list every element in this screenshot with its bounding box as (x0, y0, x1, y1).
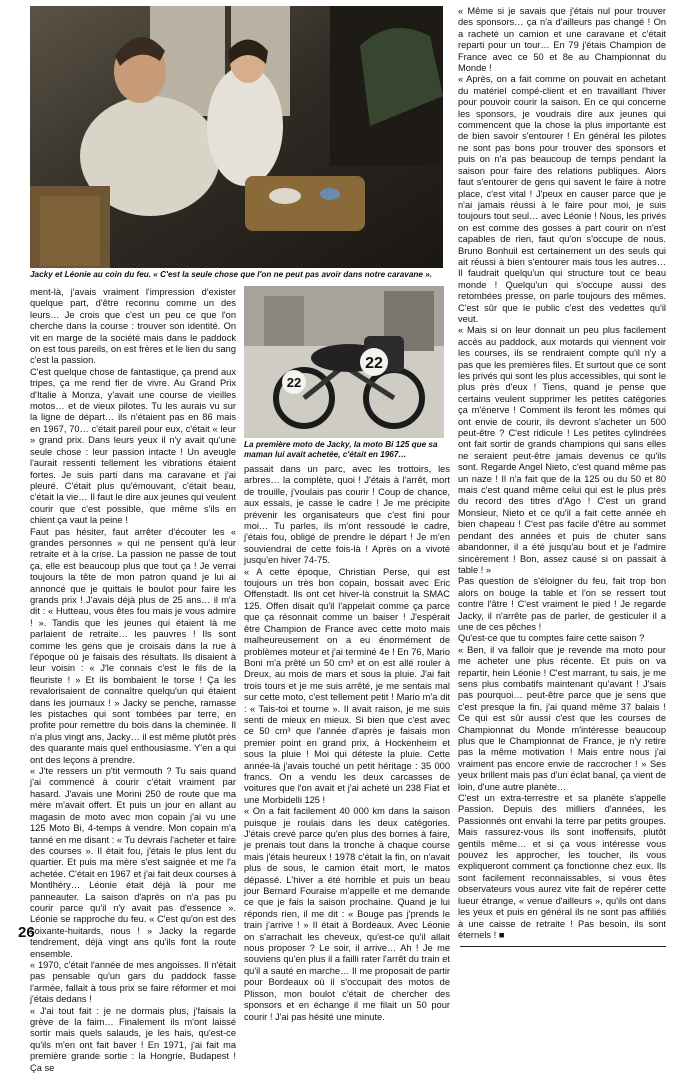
paragraph: C'est un extra-terrestre et sa planète s'appelle Passion. Depuis des milliers d'années, les Passionnés ont envahi la terre par petits groupes. Mais rassurez-vous ils sont inoffensifs, plutôt gentils même… et si ça vous intéresse vous pouvez les approcher, les toucher, ils vous expliqueront comment ça fonctionne chez eux. Ils sont facilement reconnaissables, si vous êtes observateurs vous aurez vite fait de repérer cette lueur étrange, « venue d'ailleurs », qu'ils ont dans les yeux et puis en général ils ne sont pas affiliés à une caisse de retraite ! Pas besoin, ils sont éternels ! ■ (458, 793, 666, 940)
paragraph: « J'ai tout fait : je ne dormais plus, j'faisais la grève de la faim… Finalement ils m'ont laissé sortir mais quels salauds, je les hais, qu'est-ce qu'ils m'en ont fait baver ! En 1971, j'ai fait ma première grande sortie : la Hongrie, Budapest ! Ça se (30, 1005, 236, 1073)
end-rule (460, 946, 666, 947)
paragraph: Pas question de s'éloigner du feu, fait trop bon alors on bouge la table et l'on se ressert tout contre l'âtre ! C'est vraiment le pied ! Je regarde Jacky, il n'arrête pas de parler, de gesticuler il a une de ces pêches ! (458, 576, 666, 632)
photo-first-motorcycle-illustration (244, 286, 444, 438)
paragraph: « J'te ressers un p'tit vermouth ? Tu sais quand j'ai commencé à courir c'était vraiment par hasard. J'avais une Morini 250 de route que ma mère m'avait offert. Et puis un jour en allant au magasin de moto avec mon copain j'ai vu une 125 Moto Bi, 4-temps à vendre. Mon copain m'a tanné en me disant : « Tu devrais l'acheter et faire des courses ». Il était fou, j'étais le plus lent du quartier. Et puis ma mère s'est saignée et me l'a achetée. C'était en 1967 et j'ai fait deux courses à Montlhéry… Léonie était déjà là pour me panneauter. La saison d'après on n'a pas pu courir parce qu'il n'y avait pas d'essence ». Léonie se rapproche du feu. « C'est qu'on est des soixante-huitards, nous ! » Jacky la regarde tendrement, déjà vingt ans qu'ils font la route ensemble. (30, 766, 236, 959)
article-column-1 (30, 287, 236, 1073)
paragraph: « Après, on a fait comme on pouvait en achetant du matériel compé-client et en travaillant l'hiver pour pouvoir courir la saison. En ce qui concerne les sponsors, je voudrais dire aux jeunes qui commencent que la chose la plus importante est de bien savoir s'entourer ! En général les pilotes ne sont pas bons pour trouver des sponsors et puis on n'a pas beaucoup de temps pendant la saison pour faire des relations publiques. Alors faut s'entourer de gens qui savent le faire à notre place, c'est vital ! J'peux en causer parce que je n'ai jamais réussi à le faire pour moi, je suis toujours tout seul… avec Léonie ! Nous, les privés on est comme des gosses à part courir on n'est capables de rien, faut qu'on s'occupe de nous. Bruno Bonhuil est certainement un des seuls qui ait réussi à bien s'entourer mais tous les autres… Il faudrait quelqu'un qui structure tout ce beau monde ! Quelqu'un qui s'occupe aussi des retombées presse, on parle toujours des mêmes. C'est sûr que le public c'est des vedettes qu'il veut. (458, 74, 666, 324)
paragraph: « A cette époque, Christian Perse, qui est toujours un très bon copain, bossait avec Eric Offenstadt. Ils ont cet hiver-là construit la SMAC 125. Offen disait qu'il l'appelait comme ça parce que ça résonnait comme un baiser ! J'espérait être Champion de France avec cette moto mais malheureusement on a eu énormément de problèmes moteur et j'ai terminé 4e ! En 76, Mario Boni m'a prêté un 50 cm³ et on est allé rouler à Dreux, au mois de mars et sous la pluie. J'ai fait trois tours et je me suis arrêté, je me sentais mal sur cette moto, c'est tellement petit ! Mario m'a dit : « Tais-toi et tourne ». Il avait raison, je me suis senti de mieux en mieux. Si bien que c'est avec ce 50 cm³ que l'année d'après je faisais mon premier point en grand prix, à Hockenheim et sous la pluie ! Moi qui déteste la pluie. Cette année-là j'avais touché un petit héritage : 35 000 francs. On a vendu les deux carcasses de voitures que l'on avait et j'ai acheté un 238 Fiat et une Morbidelli 125 ! (244, 566, 450, 805)
photo-couple-caption: Jacky et Léonie au coin du feu. « C'est la seule chose que l'on ne peut pas avoir dans notre caravane ». (30, 270, 433, 279)
race-number-plate: 22 (365, 355, 383, 372)
page-number: 26 (18, 924, 35, 941)
article-column-3 (458, 6, 666, 940)
article-column-2 (244, 464, 450, 1022)
paragraph: « Mais si on leur donnait un peu plus facilement accès au paddock, aux motards qui viennent voir les courses, ils se rendraient compte qu'il n'y a pas que les premières files. Et surtout que ce sont les privés qui sont les plus accessibles, qui sont le plus près d'eux ! Tiens, quand je pense que certains veulent supprimer les petites catégories ça m'énerve ! Comment ils feront les mômes qui ont envie de courir, ils devront s'acheter un 500 peut-être ? C'est ridicule ! Les petites cylindrées ont fait sortir de grands champions qui sans elles ne seraient peut-être jamais devenus ce qu'ils sont. Regarde Angel Nieto, c'est quand même pas un naze ! Il n'a fait que de la 125 ou du 50 et 80 mais c'est quand même celui qui est le plus près du record des titres d'Ago ! C'est un grand Monsieur, Nieto et ce qu'il a fait cette année eh bien chapeau ! C'est pas facile d'être au sommet pendant des années et puis de chuter sans abandonner, il a été jusqu'au bout et je l'admire sincèrement ! Bon, assez causé si on passait à table ! » (458, 325, 666, 575)
photo-motorcycle-caption: La première moto de Jacky, la moto Bi 125 que sa maman lui avait achetée, c'était en 1967… (244, 440, 438, 459)
paragraph: C'est quelque chose de fantastique, ça prend aux tripes, ça me rend fier de vivre. Au Grand Prix d'Italie à Monza, y'avait une course de vieilles motos… et de vieux pilotes. Tu les aurais vu sur la ligne de départ… ils n'étaient pas en 86 mais en 1967, 70… c'était pareil pour eux, c'était « leur » grand prix. Dans leurs yeux il n'y avait qu'une seule chose : leur passion intacte ! Un aveugle l'aurait ressenti tellement les vibrations étaient fortes. Je suis parti dans ma caravane et j'ai pleuré. C'était plus qu'émouvant, c'était beau, c'était la vie… Il faut le dire aux jeunes qui veulent courir que c'est possible, que même s'ils en chient ça vaut la peine ! (30, 366, 236, 526)
paragraph: « 1970, c'était l'année de mes angoisses. Il n'était pas pensable qu'un gars du paddock fasse l'armée, fallait à tous prix se faire réformer et moi j'étais dedans ! (30, 959, 236, 1005)
paragraph: ment-là, j'avais vraiment l'impression d'exister quelque part, d'être reconnu comme un des leurs… Je crois que c'est un peu ce que l'on cherche dans la course : trouver son identité. On vit en marge de la société mais dans le paddock on est tous pareils, on est frères et le lien du sang c'est la passion. (30, 287, 236, 366)
paragraph: « Même si je savais que j'étais nul pour trouver des sponsors… ça n'a d'ailleurs pas changé ! On a racheté un camion et une caravane et c'était reparti pour un tour… En 79 j'étais Champion de France avec ce 50 et 8e au Championnat du Monde ! (458, 6, 666, 74)
paragraph: passait dans un parc, avec les trottoirs, les arbres… la complète, quoi ! J'étais à l'arrêt, mort de trouille, j'voulais pas courir ! Coup de chance, aux essais, je casse le cadre ! Je me précipite prévenir les organisateurs que c'est fini pour moi… Tu parles, ils m'ont ressoudé le cadre, j'étais fou, obligé de prendre le départ ! Je m'en souviendrai de cette fois-là ! Après on a vivoté jusqu'en hiver 74-75. (244, 464, 450, 566)
paragraph: Qu'est-ce que tu comptes faire cette saison ? (458, 633, 645, 644)
photo-couple-fireside-illustration (30, 6, 443, 268)
photo-couple-fireside (30, 6, 443, 268)
race-number-front: 22 (286, 375, 302, 390)
paragraph: « Ben, il va falloir que je revende ma moto pour me acheter une plus récente. Et puis on va repartir, hein Léonie ! C'est marrant, tu sais, je me sens plus combatifs maintenant qu'avant ! J'sais pas pourquoi… peut-être parce que je sens que c'est presque la fin, j'ai quand même 37 balais ! Ce qui est sûr aussi c'est que les courses de Championnat du Monde m'intéresse beaucoup plus que le Championnat de France, je n'y retire pas la même motivation ! Mais entre nous j'ai vraiment pas encore envie de raccrocher ! » Ses yeux brillent mais pas d'un éclat banal, ça vient de loin, d'une autre planète… (458, 644, 666, 792)
photo-first-motorcycle (244, 286, 444, 438)
paragraph: Faut pas hésiter, faut arrêter d'écouter les « grandes personnes » qui ne pensent qu'à leur retraite et à la crise. La passion ne passe de tout ça, elle est beaucoup plus que tout ça ! Je verrai toujours la tête de mon patron quand je lui ai annoncé que je quittais le boulot pour faire les grands prix ! J'avais déjà plus de 25 ans… il m'a dit : « Hutteau, vous êtes fou mais je vous admire ! ». Tandis que les jeunes qui étaient là me parlaient de retraite… les pauvres ! Ils sont comme les gens que je croisais dans la rue à l'époque où je faisais des résultats. Ils disaient à leur voisin : « J'le connais c'est le fils de la fleuriste ! » Et ils bombaient le torse ! Ça les revalorisaient de connaître quelqu'un qui étaient dans les journaux ! » Jacky se penche, ramasse les pistaches qui sont tombées par terre, en profite pour remettre du bois dans la cheminée. Il n'a plus vingt ans, Jacky… il est même plutôt près des quarante mais quel enthousiasme. Y'en a qui ont des leçons à prendre. (30, 526, 236, 765)
paragraph: « On a fait facilement 40 000 km dans la saison puisque je roulais dans les deux catégories. J'étais crevé parce qu'en plus des bornes à faire, je prenais tout dans la tronche à chaque course mais j'étais heureux ! 1978 c'était la fin, on n'avait plus de sous, le camion était mort, le matos dépassé. L'hiver a été horrible et puis un beau jour Bernard Fouraise m'appelle et me demande ce que je fais la saison prochaine. Quand je lui réponds rien, il me dit : « Bouge pas j'prends le train j'arrive ! » Il était à Bordeaux. Avec Léonie on s'arrachait les cheveux, qu'est-ce qu'il allait nous proposer ? Le soir, il arrive… Ah ! Je me souviens qu'en plus il a failli rater l'arrêt du train et qu'il a sauté en marche… Il me proposait de partir pour Bordeaux où il s'occupait des motos de Plisson, mon boulot c'était de chercher des sponsors et en échange il me filait un 50 pour courir ! J'ai pas hésité une minute. (244, 806, 450, 1022)
